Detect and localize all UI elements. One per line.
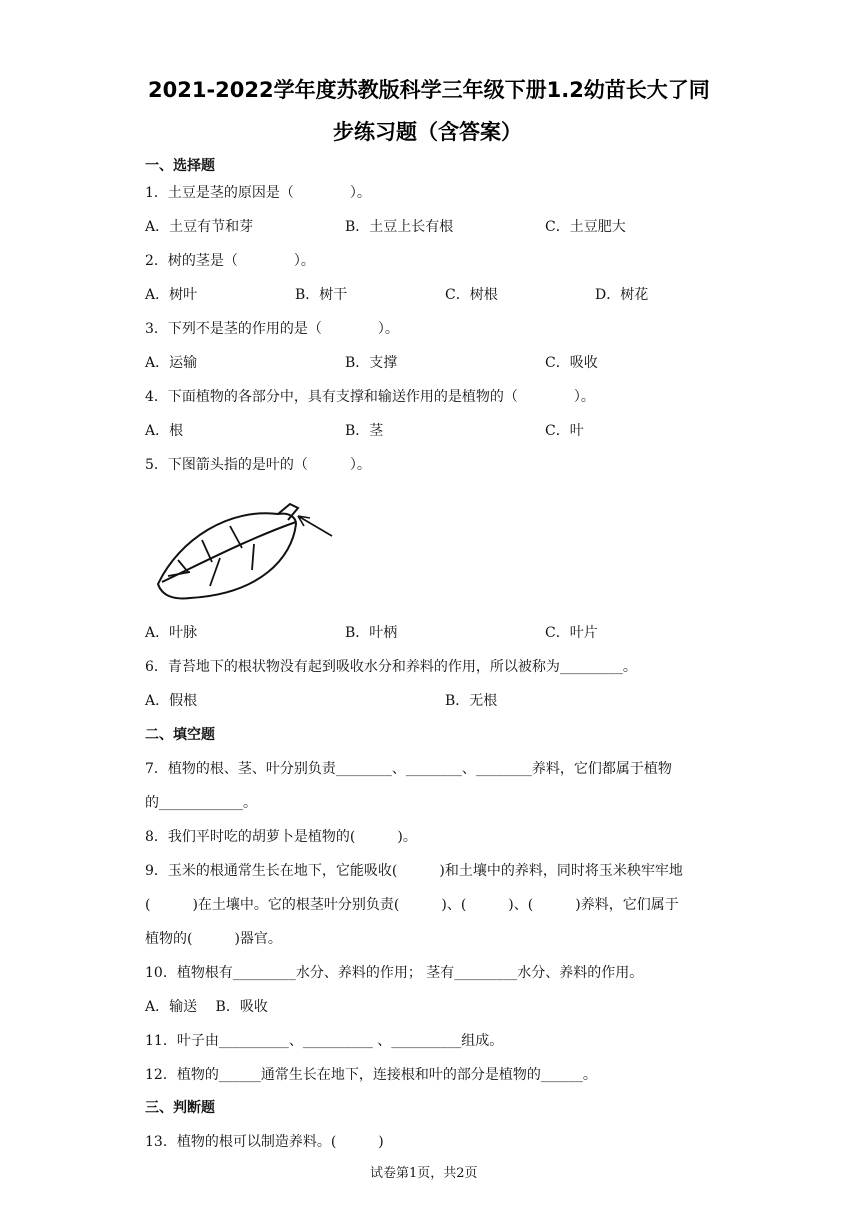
question-4-option-a: A．根 [145, 423, 184, 439]
leaf-outline [158, 513, 296, 598]
question-6-option-a: A．假根 [145, 693, 198, 709]
section-heading-fill: 二、填空题 [145, 727, 215, 743]
question-3-stem: 3．下列不是茎的作用的是（ ）。 [145, 321, 399, 337]
leaf-vein [202, 540, 212, 562]
question-2-option-b: B．树干 [295, 287, 348, 303]
question-5-option-a: A．叶脉 [145, 625, 198, 641]
question-4-option-c: C．叶 [545, 423, 584, 439]
question-4-option-b: B．茎 [345, 423, 384, 439]
question-6-stem: 6．青苔地下的根状物没有起到吸收水分和养料的作用，所以被称为_________。 [145, 659, 637, 675]
page-footer: 试卷第1页，共2页 [370, 1166, 478, 1181]
question-7-line-1: 7．植物的根、茎、叶分别负责________、________、________养料，它们都属于植物 [145, 761, 672, 777]
question-9-line-2: ( )在土壤中。它的根茎叶分别负责( )、( )、( )养料，它们属于 [145, 897, 679, 913]
question-1-option-b: B．土豆上长有根 [345, 219, 454, 235]
leaf-vein [178, 560, 188, 572]
section-heading-judge: 三、判断题 [145, 1100, 215, 1116]
question-2-stem: 2．树的茎是（ ）。 [145, 253, 315, 269]
question-8: 8．我们平时吃的胡萝卜是植物的( )。 [145, 829, 417, 845]
question-1-option-c: C．土豆肥大 [545, 219, 626, 235]
question-2-option-c: C．树根 [445, 287, 498, 303]
page-title-line-2: 步练习题（含答案） [333, 120, 522, 144]
question-2-option-a: A．树叶 [145, 287, 198, 303]
question-12: 12．植物的______通常生长在地下，连接根和叶的部分是植物的______。 [145, 1067, 597, 1083]
question-4-stem: 4．下面植物的各部分中，具有支撑和输送作用的是植物的（ ）。 [145, 389, 595, 405]
arrow-head [298, 516, 310, 526]
leaf-vein [168, 572, 190, 576]
section-heading-choice: 一、选择题 [145, 158, 215, 174]
question-3-option-c: C．吸收 [545, 355, 598, 371]
question-13: 13．植物的根可以制造养料。( ) [145, 1134, 384, 1150]
question-10-stem: 10．植物根有_________水分、养料的作用； 茎有_________水分、养料的作用。 [145, 965, 644, 981]
question-1-stem: 1．土豆是茎的原因是（ ）。 [145, 185, 371, 201]
question-6-option-b: B．无根 [445, 693, 498, 709]
question-5-option-b: B．叶柄 [345, 625, 398, 641]
question-5-stem: 5．下图箭头指的是叶的（ ）。 [145, 457, 371, 473]
question-5-option-c: C．叶片 [545, 625, 598, 641]
question-1-option-a: A．土豆有节和芽 [145, 219, 254, 235]
leaf-vein [252, 544, 254, 570]
question-3-option-a: A．运输 [145, 355, 198, 371]
page-title-line-1: 2021-2022学年度苏教版科学三年级下册1.2幼苗长大了同 [148, 78, 710, 102]
leaf-diagram [150, 498, 340, 610]
leaf-petiole [278, 504, 298, 520]
question-7-line-2: 的____________。 [145, 795, 257, 811]
question-11: 11．叶子由__________、__________ 、__________组成。 [145, 1033, 504, 1049]
leaf-vein [230, 526, 242, 548]
question-2-option-d: D．树花 [595, 287, 649, 303]
question-9-line-1: 9．玉米的根通常生长在地下，它能吸收( )和土壤中的养料，同时将玉米秧牢牢地 [145, 863, 683, 879]
question-10-options: A．输送 B．吸收 [145, 999, 268, 1015]
question-3-option-b: B．支撑 [345, 355, 398, 371]
question-9-line-3: 植物的( )器官。 [145, 931, 282, 947]
